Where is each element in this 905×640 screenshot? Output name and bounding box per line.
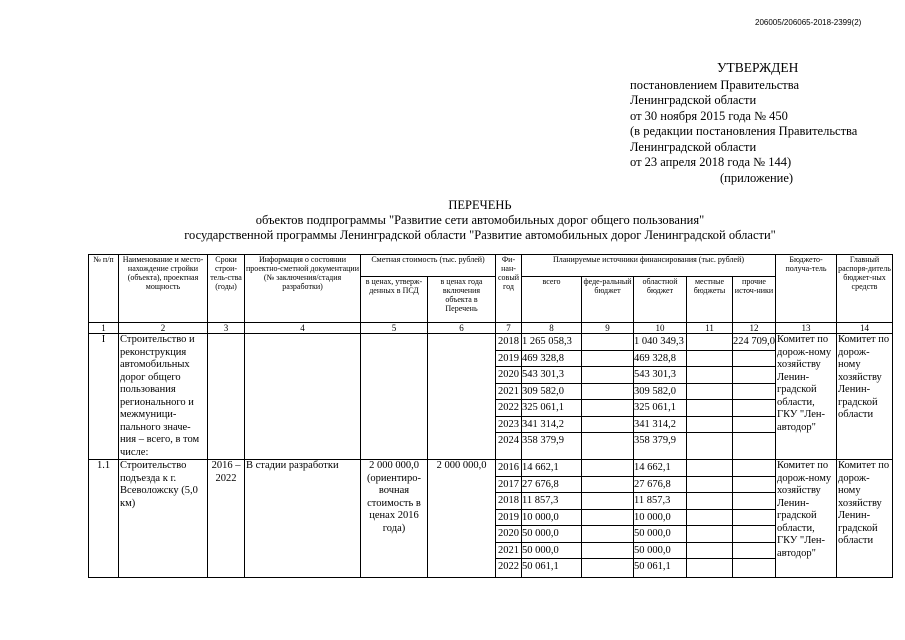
table-row [89,460,893,578]
row-manager: Комитет по дорож-ному хозяйству Ленин-градской области [837,334,893,460]
other-cell [733,559,775,575]
year-cell: 2016 [496,460,521,477]
other-cell [733,460,775,477]
local-cell [687,433,732,449]
total-cell: 27 676,8 [522,477,581,494]
row-total [522,334,582,460]
other-cell [733,417,775,434]
row-federal [582,460,634,578]
approval-line: постановлением Правительства [630,77,800,92]
local-cell [687,559,732,575]
local-cell [687,493,732,510]
row-est-incl [428,334,496,460]
document-subtitle: объектов подпрограммы "Развитие сети автомобильных дорог общего пользования" [255,213,705,227]
year-cell: 2021 [496,543,521,560]
table-row [89,334,893,460]
year-cell: 2022 [498,561,519,572]
regional-cell: 11 857,3 [634,493,686,510]
row-regional [634,460,687,578]
header-est-psd: в ценах, утверж-денных в ПСД [361,277,428,323]
approval-line: Ленинградской области [630,139,757,154]
local-cell [687,400,732,417]
other-cell [733,351,775,368]
federal-cell [582,433,633,449]
header-manager: Главный распоря-дитель бюджет-ных средств [837,255,893,323]
header-other: прочие источ-ники [733,277,776,323]
total-cell: 50 000,0 [522,543,581,560]
approval-line: от 30 ноября 2015 года № 450 [630,108,788,123]
row-info [245,334,361,460]
col-number: 8 [522,323,582,334]
col-number: 9 [582,323,634,334]
year-cell: 2019 [496,510,521,527]
row-years [496,460,522,578]
federal-cell [582,477,633,494]
approval-line: (приложение) [720,170,794,185]
header-name: Наименование и место-нахождение стройки (объекта), проектная мощность [119,255,208,323]
regional-cell: 543 301,3 [634,367,686,384]
header-recipient: Бюджето-получа-тель [776,255,837,323]
header-terms: Сроки строи-тель-ства (годы) [208,255,245,323]
document-id: 206005/206065-2018-2399(2) [755,18,862,27]
other-cell [733,526,775,543]
approval-line: (в редакции постановления Правительства [630,124,858,138]
total-cell: 50 061,1 [522,561,559,572]
header-federal: феде-ральный бюджет [582,277,634,323]
total-cell: 469 328,8 [522,351,581,368]
row-num: 1.1 [89,460,119,578]
local-cell [687,417,732,434]
other-cell [733,367,775,384]
year-cell: 2018 [496,334,521,351]
year-cell: 2020 [496,367,521,384]
total-cell: 341 314,2 [522,417,581,434]
row-total [522,460,582,578]
row-other [733,334,776,460]
col-number: 13 [776,323,837,334]
federal-cell [582,384,633,401]
year-cell: 2020 [496,526,521,543]
other-cell [733,384,775,401]
total-cell: 358 379,9 [522,435,564,446]
total-cell: 10 000,0 [522,510,581,527]
total-cell: 325 061,1 [522,400,581,417]
local-cell [687,526,732,543]
federal-cell [582,460,633,477]
federal-cell [582,351,633,368]
row-name: Строительство и реконструкция автомобильных дорог общего пользования регионального и межмуници-пального значе-ния – всего, в том числе: [119,334,208,460]
row-est-psd: 2 000 000,0 (ориентиро-вочная стоимость в ценах 2016 года) [361,460,428,578]
row-terms: 2016 – 2022 [208,460,245,578]
row-recipient: Комитет по дорож-ному хозяйству Ленин-градской области, ГКУ "Лен-автодор" [776,334,837,460]
federal-cell [582,559,633,575]
header-planned: Планируемые источники финансирования (тыс. рублей) [522,255,776,277]
approval-block [630,60,857,186]
col-number: 1 [89,323,119,334]
other-cell: 224 709,0 [733,334,775,351]
year-cell: 2018 [496,493,521,510]
header-est-incl: в ценах года включения объекта в Перечень [428,277,496,323]
year-cell: 2021 [496,384,521,401]
regional-cell: 27 676,8 [634,477,686,494]
col-number: 5 [361,323,428,334]
other-cell [733,433,775,449]
approval-line: Ленинградской области [630,93,757,107]
regional-cell: 1 040 349,3 [634,334,686,351]
local-cell [687,384,732,401]
row-num: I [89,334,119,460]
document-title-block [120,198,840,243]
regional-cell: 14 662,1 [634,460,686,477]
local-cell [687,543,732,560]
federal-cell [582,493,633,510]
year-cell: 2022 [496,400,521,417]
objects-table [88,254,893,578]
federal-cell [582,334,633,351]
other-cell [733,493,775,510]
row-local [687,460,733,578]
federal-cell [582,400,633,417]
regional-cell: 341 314,2 [634,417,686,434]
col-number: 4 [245,323,361,334]
row-est-psd [361,334,428,460]
total-cell: 309 582,0 [522,384,581,401]
row-terms [208,334,245,460]
header-total: всего [522,277,582,323]
row-other [733,460,776,578]
regional-cell: 50 061,1 [634,561,671,572]
total-cell: 14 662,1 [522,460,581,477]
row-federal [582,334,634,460]
total-cell: 543 301,3 [522,367,581,384]
col-number: 11 [687,323,733,334]
federal-cell [582,367,633,384]
regional-cell: 325 061,1 [634,400,686,417]
header-local: местные бюджеты [687,277,733,323]
year-cell: 2024 [498,435,519,446]
col-number: 3 [208,323,245,334]
header-num: № п/п [89,255,119,323]
federal-cell [582,417,633,434]
header-regional: областной бюджет [634,277,687,323]
other-cell [733,400,775,417]
row-regional [634,334,687,460]
regional-cell: 10 000,0 [634,510,686,527]
header-info: Информация о состоянии проектно-сметной документации (№ заключения/стадия разработки) [245,255,361,323]
col-number: 14 [837,323,893,334]
regional-cell: 469 328,8 [634,351,686,368]
col-number: 12 [733,323,776,334]
other-cell [733,543,775,560]
header-estimate: Сметная стоимость (тыс. рублей) [361,255,496,277]
row-name: Строительство подъезда к г. Всеволожску (5,0 км) [119,460,208,578]
local-cell [687,351,732,368]
local-cell [687,367,732,384]
regional-cell: 50 000,0 [634,543,686,560]
year-cell: 2017 [496,477,521,494]
regional-cell: 50 000,0 [634,526,686,543]
local-cell [687,477,732,494]
other-cell [733,510,775,527]
federal-cell [582,526,633,543]
row-recipient: Комитет по дорож-ному хозяйству Ленин-градской области, ГКУ "Лен-автодор" [776,460,837,578]
row-years [496,334,522,460]
year-cell: 2023 [496,417,521,434]
document-title: ПЕРЕЧЕНЬ [448,198,512,212]
col-number: 6 [428,323,496,334]
federal-cell [582,510,633,527]
row-info: В стадии разработки [245,460,361,578]
row-est-incl: 2 000 000,0 [428,460,496,578]
total-cell: 11 857,3 [522,493,581,510]
year-cell: 2019 [496,351,521,368]
other-cell [733,477,775,494]
total-cell: 50 000,0 [522,526,581,543]
local-cell [687,460,732,477]
approval-heading: УТВЕРЖДЕН [717,60,799,75]
col-number: 10 [634,323,687,334]
regional-cell: 309 582,0 [634,384,686,401]
local-cell [687,334,732,351]
row-local [687,334,733,460]
regional-cell: 358 379,9 [634,435,676,446]
document-subtitle: государственной программы Ленинградской области "Развитие автомобильных дорог Ленинградской области" [184,228,776,242]
federal-cell [582,543,633,560]
row-manager: Комитет по дорож-ному хозяйству Ленин-градской области [837,460,893,578]
local-cell [687,510,732,527]
col-number: 2 [119,323,208,334]
approval-line: от 23 апреля 2018 года № 144) [630,155,792,169]
header-fin-year: Фи-нан-совый год [496,255,522,323]
total-cell: 1 265 058,3 [522,334,581,351]
col-number: 7 [496,323,522,334]
